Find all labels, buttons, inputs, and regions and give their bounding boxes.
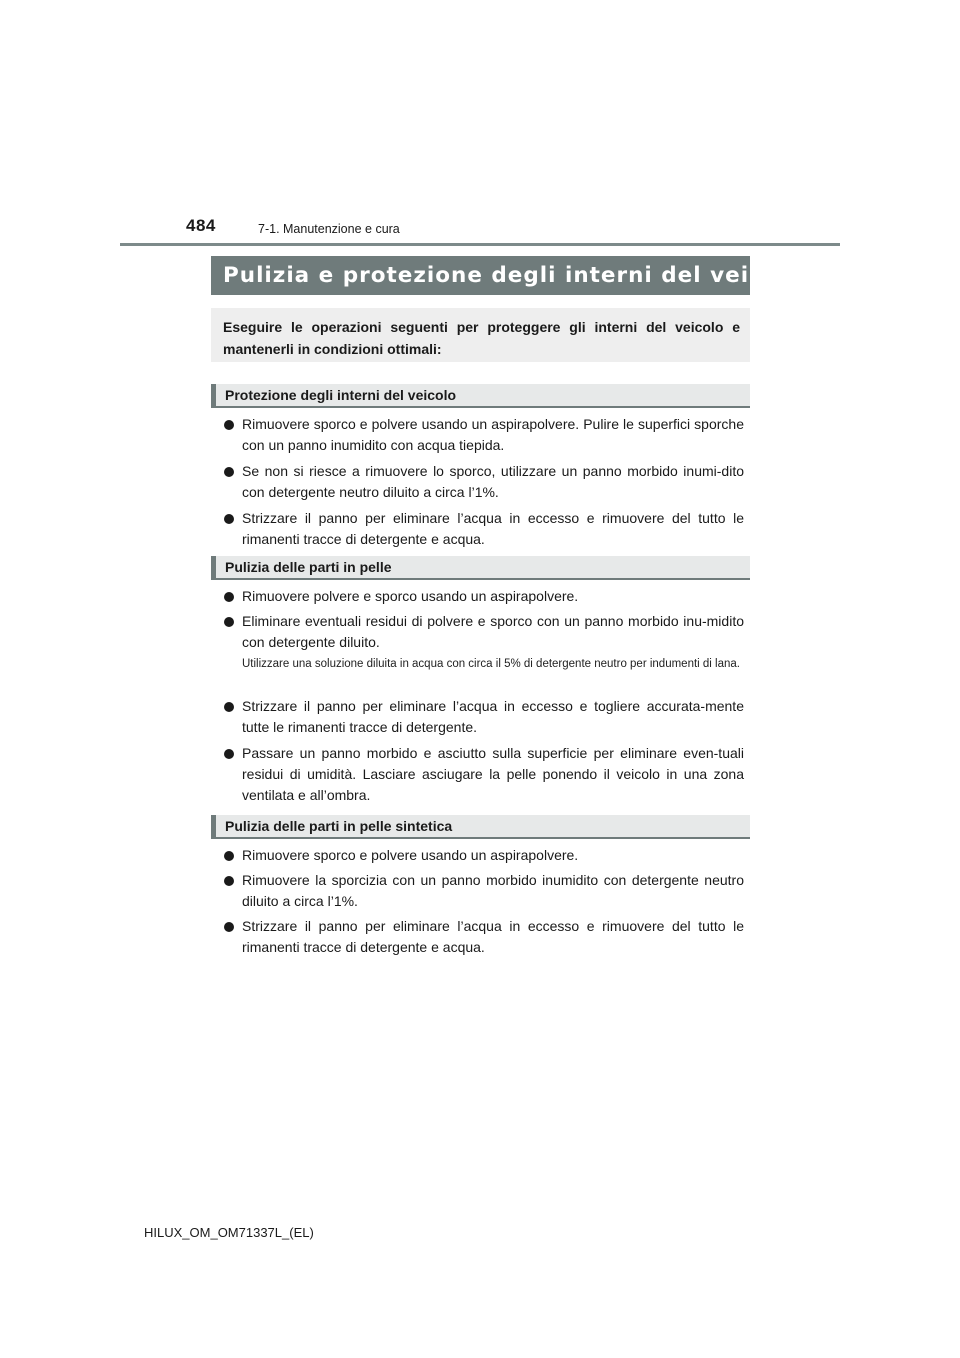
main-title-bar — [211, 256, 803, 295]
bullet-list-synthetic-leather — [224, 845, 744, 958]
list-item: Strizzare il panno per eliminare l’acqua in eccesso e togliere accurata-mente tutte le rimanenti tracce di detergente. — [224, 696, 744, 738]
list-item: Rimuovere sporco e polvere usando un aspirapolvere. — [224, 845, 744, 866]
list-item: Strizzare il panno per eliminare l’acqua in eccesso e rimuovere del tutto le rimanenti tracce di detergente e acqua. — [224, 508, 744, 550]
subheader-leather — [211, 556, 750, 580]
subheader-interior-protection — [211, 384, 750, 408]
main-title: Pulizia e protezione degli interni del veicolo — [223, 263, 803, 288]
list-item: Strizzare il panno per eliminare l’acqua in eccesso e rimuovere del tutto le rimanenti tracce di detergente e acqua. — [224, 916, 744, 958]
subheader-synthetic-leather — [211, 815, 750, 839]
header-rule — [120, 243, 840, 246]
bullet-list-leather — [224, 586, 744, 653]
intro-box: Eseguire le operazioni seguenti per proteggere gli interni del veicolo e mantenerli in condizioni ottimali: — [211, 308, 750, 362]
subheader-label: Pulizia delle parti in pelle — [225, 559, 392, 575]
list-item: Se non si riesce a rimuovere lo sporco, utilizzare un panno morbido inumi-dito con detergente neutro diluito a circa l’1%. — [224, 461, 744, 503]
subheader-label: Protezione degli interni del veicolo — [225, 387, 457, 403]
subheader-label: Pulizia delle parti in pelle sintetica — [225, 818, 453, 834]
list-item: Rimuovere sporco e polvere usando un aspirapolvere. Pulire le superfici sporche con un panno inumidito con acqua tiepida. — [224, 414, 744, 456]
list-item: Passare un panno morbido e asciutto sulla superficie per eliminare even-tuali residui di umidità. Lasciare asciugare la pelle ponendo il veicolo in una zona ventilata e all’ombra. — [224, 743, 744, 806]
page-number: 484 — [186, 216, 216, 235]
bullet-list-leather-continued — [224, 696, 744, 806]
list-item: Eliminare eventuali residui di polvere e sporco con un panno morbido inu-midito con detergente diluito. — [224, 611, 744, 653]
list-item: Rimuovere polvere e sporco usando un aspirapolvere. — [224, 586, 744, 607]
list-item: Rimuovere la sporcizia con un panno morbido inumidito con detergente neutro diluito a circa l’1%. — [224, 870, 744, 912]
bullet-list-interior-protection — [224, 414, 744, 550]
leather-note: Utilizzare una soluzione diluita in acqua con circa il 5% di detergente neutro per indumenti di lana. — [242, 658, 740, 670]
footer-code: HILUX_OM_OM71337L_(EL) — [144, 1225, 314, 1240]
section-reference: 7-1. Manutenzione e cura — [258, 222, 400, 236]
